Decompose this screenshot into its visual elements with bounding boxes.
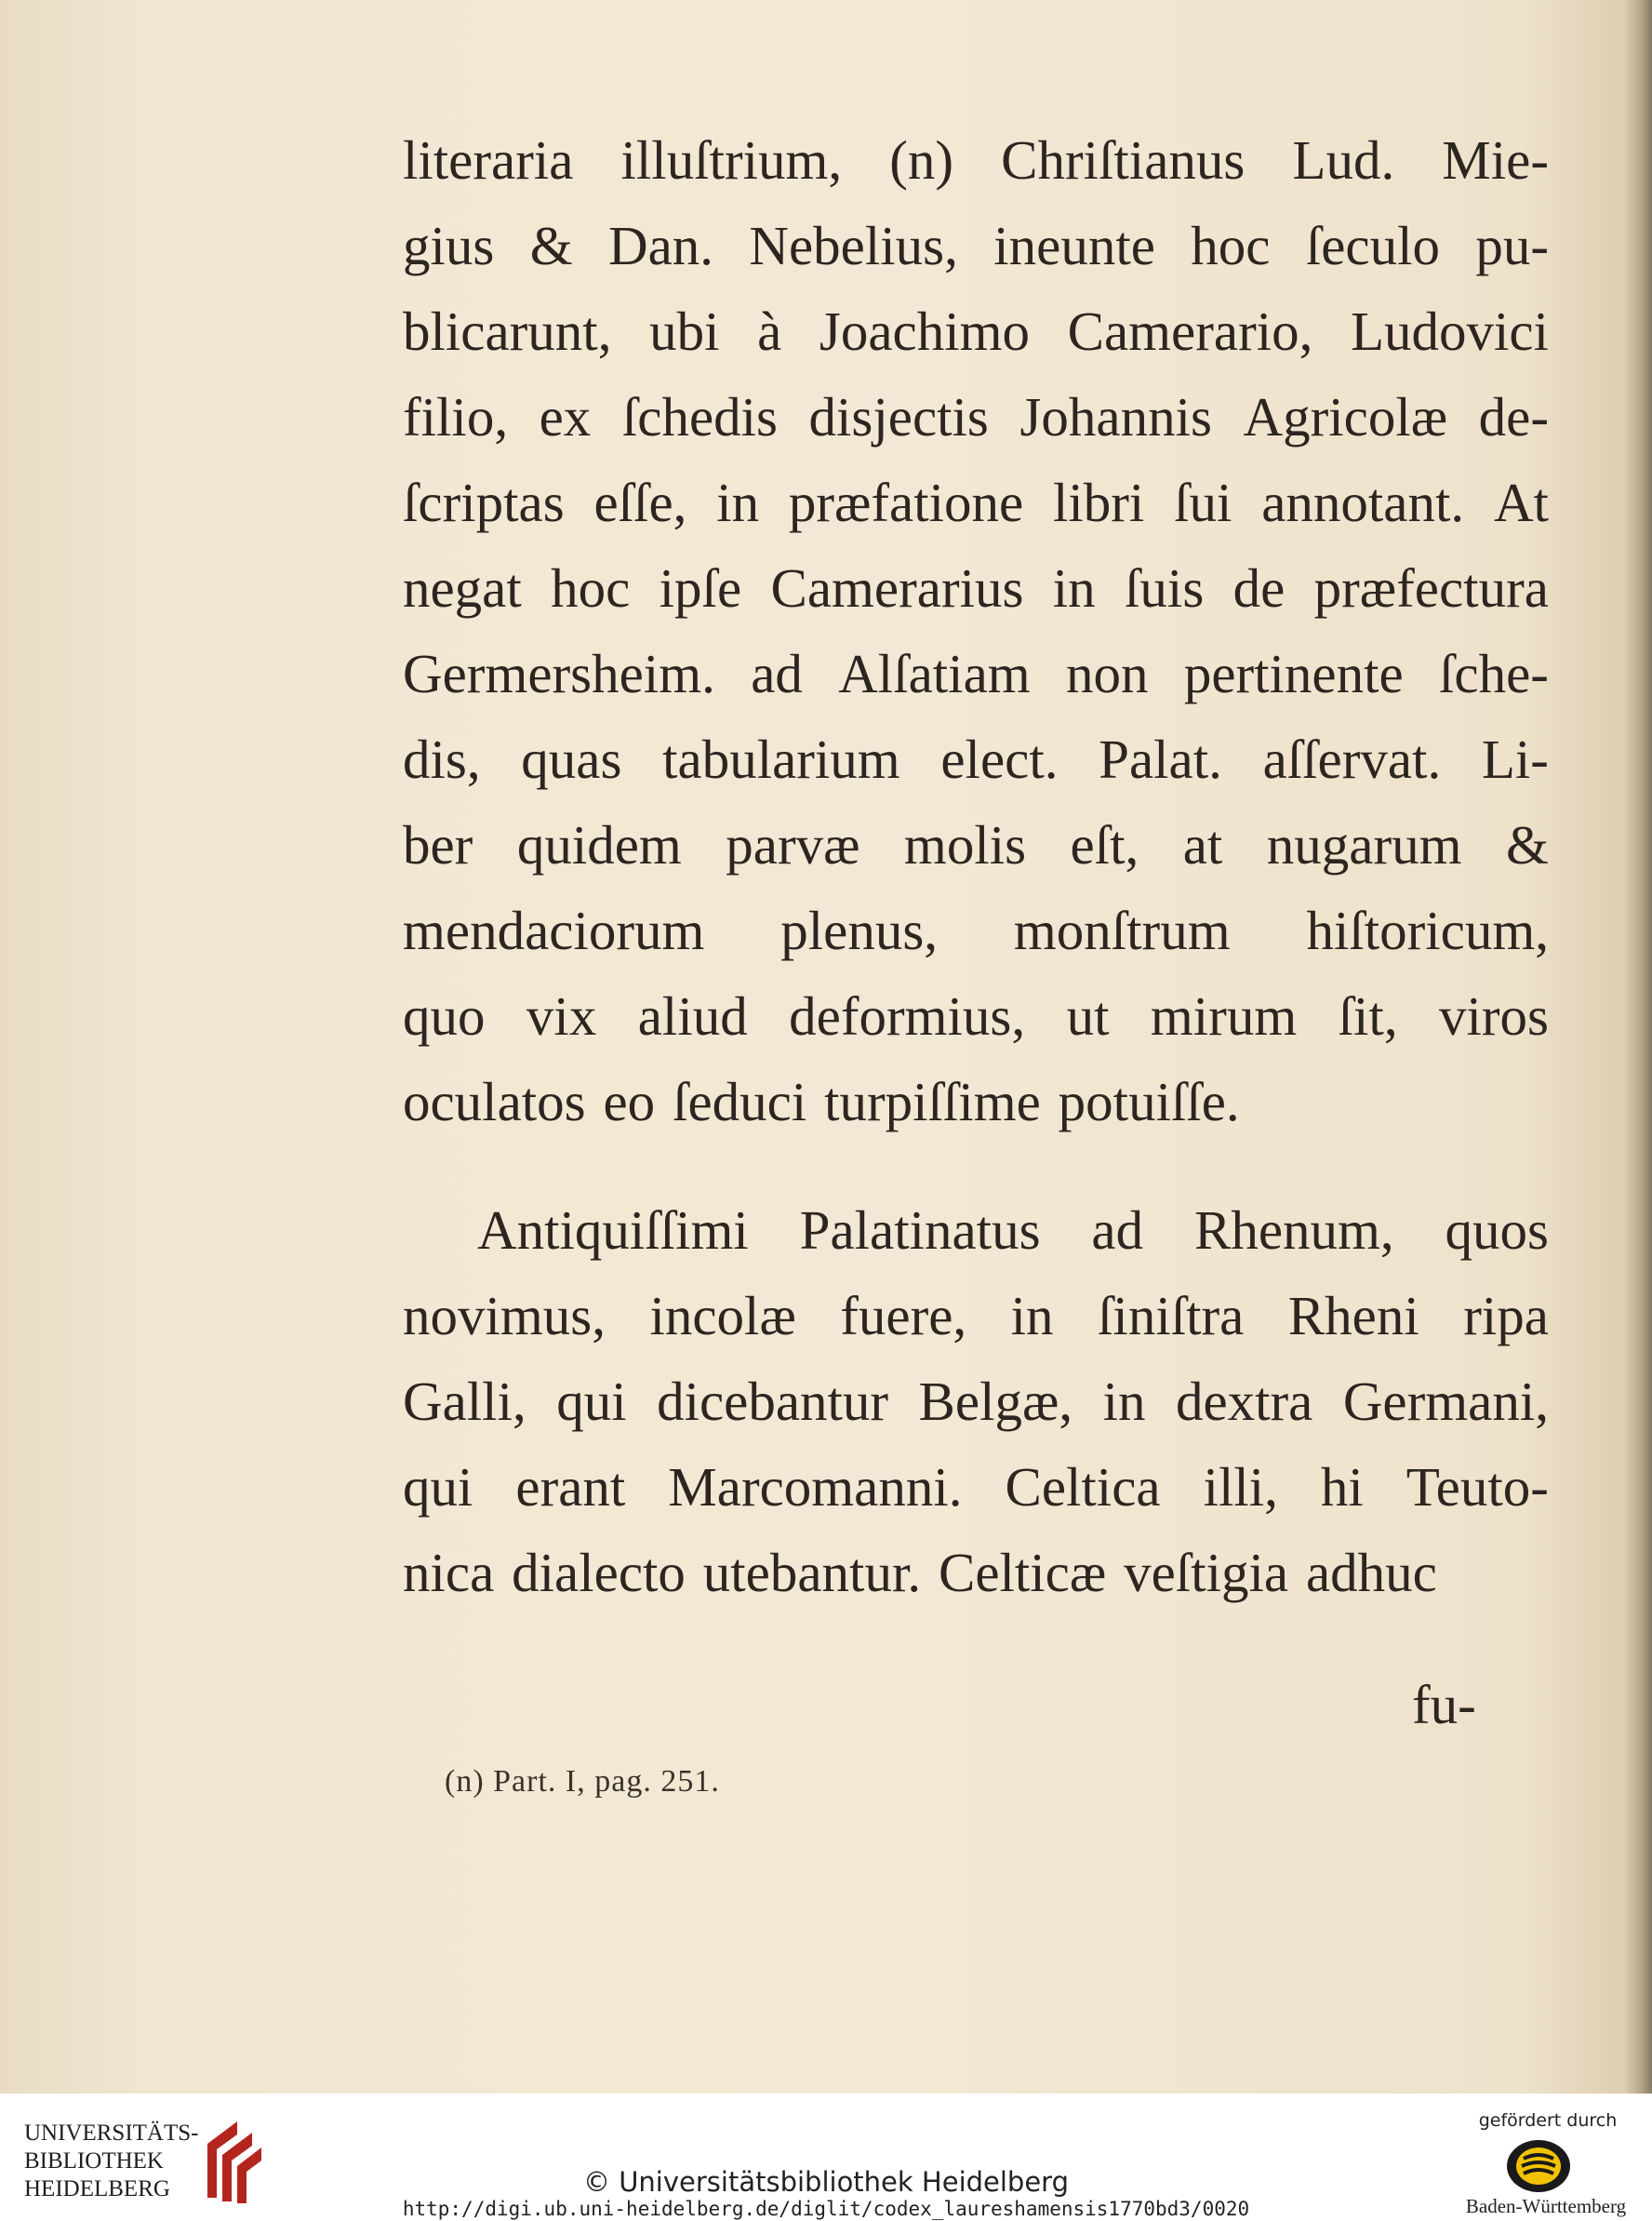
word: Palat.: [1099, 729, 1222, 790]
word: à: [757, 301, 782, 362]
text-line: [403, 802, 1549, 888]
text-line: [403, 203, 1549, 288]
word: quas: [521, 729, 622, 790]
word: Johannis: [1019, 386, 1212, 448]
word: ſeculo: [1305, 215, 1440, 276]
text-line: [403, 374, 1549, 460]
text-line: [403, 631, 1549, 716]
text-line: [403, 888, 1549, 973]
footer-bar: [0, 2094, 1652, 2221]
word: literaria: [403, 129, 574, 191]
word: ubi: [649, 301, 720, 362]
permalink-url[interactable]: http://digi.ub.uni-heidelberg.de/diglit/codex_laureshamensis1770bd3/0020: [402, 2198, 1250, 2220]
word: aſſervat.: [1262, 729, 1442, 790]
word: vix: [526, 985, 597, 1047]
library-name-line-1: UNIVERSITÄTS-: [24, 2121, 199, 2146]
word: Dan.: [607, 215, 714, 276]
word: hiſtoricum,: [1306, 900, 1549, 961]
word: pertinente: [1183, 643, 1404, 704]
word: qui: [556, 1371, 627, 1432]
word: parvæ: [726, 814, 860, 876]
text-line: [403, 716, 1549, 802]
body-text: [403, 117, 1549, 1615]
word: eſt,: [1070, 814, 1139, 876]
word: ſuis: [1125, 557, 1205, 619]
word: filio,: [403, 386, 509, 448]
library-name-line-2: BIBLIOTHEK: [24, 2148, 164, 2174]
word: Marcomanni.: [668, 1456, 963, 1518]
word: viros: [1439, 985, 1549, 1047]
baden-wuerttemberg-seal-icon[interactable]: [1499, 2136, 1578, 2196]
text-line: [403, 460, 1549, 545]
word: potuiſſe.: [1058, 1071, 1240, 1132]
text-line: [403, 545, 1549, 631]
footnote: (n) Part. I, pag. 251.: [445, 1764, 720, 1799]
word: Alſatiam: [838, 643, 1031, 704]
word: Chriſtianus: [1001, 129, 1246, 191]
word: quos: [1445, 1199, 1549, 1261]
word: dis,: [403, 729, 481, 790]
word: hoc: [1191, 215, 1271, 276]
word: illi,: [1203, 1456, 1278, 1518]
word: non: [1065, 643, 1149, 704]
word: Agricolæ: [1243, 386, 1448, 448]
word: Ludovici: [1350, 301, 1549, 362]
text-line: [403, 1273, 1549, 1358]
word: quo: [403, 985, 486, 1047]
word: dicebantur: [657, 1371, 889, 1432]
word: libri: [1053, 472, 1145, 533]
word: Germersheim.: [403, 643, 715, 704]
library-name-line-3: HEIDELBERG: [24, 2176, 170, 2201]
word: quidem: [516, 814, 682, 876]
word: ſche-: [1439, 643, 1549, 704]
catchword: fu-: [1412, 1674, 1476, 1735]
word: eo: [603, 1071, 656, 1132]
word: Nebelius,: [749, 215, 958, 276]
word: dextra: [1175, 1371, 1313, 1432]
word: qui: [403, 1456, 473, 1518]
word: nica: [403, 1542, 495, 1603]
text-line: [403, 1358, 1549, 1444]
word: blicarunt,: [403, 301, 612, 362]
word: ſcriptas: [403, 472, 565, 533]
word: ſchedis: [621, 386, 778, 448]
word: ber: [403, 814, 473, 876]
funder-name: Baden-Württemberg: [1465, 2195, 1627, 2217]
word: &: [529, 215, 573, 276]
text-line: [403, 288, 1549, 374]
word: ſit,: [1338, 985, 1398, 1047]
word: hoc: [551, 557, 631, 619]
word: molis: [903, 814, 1027, 876]
word: in: [1010, 1285, 1054, 1346]
word: mirum: [1150, 985, 1298, 1047]
word: in: [1052, 557, 1096, 619]
word: Germani,: [1342, 1371, 1549, 1432]
paragraph-1: [403, 117, 1549, 1144]
word: &: [1506, 814, 1549, 876]
funded-by-label: gefördert durch: [1478, 2110, 1618, 2131]
word: præfatione: [788, 472, 1024, 533]
text-line: [403, 1059, 1549, 1144]
word: ipſe: [659, 557, 742, 619]
word: in: [1102, 1371, 1146, 1432]
word: Lud.: [1292, 129, 1395, 191]
word: tabularium: [662, 729, 900, 790]
word: Camerario,: [1067, 301, 1313, 362]
word: Antiquiſſimi: [477, 1199, 749, 1261]
word: oculatos: [403, 1071, 586, 1132]
word: At: [1493, 472, 1549, 533]
word: dialecto: [512, 1542, 686, 1603]
word: erant: [515, 1456, 626, 1518]
word: illuſtrium,: [620, 129, 843, 191]
page-edge-shadow: [1624, 0, 1652, 2094]
word: pu-: [1475, 215, 1549, 276]
word: (n): [889, 129, 954, 191]
word: incolæ: [649, 1285, 796, 1346]
text-line: [403, 1530, 1549, 1615]
word: Palatinatus: [799, 1199, 1041, 1261]
word: Rhenum,: [1193, 1199, 1394, 1261]
word: ut: [1066, 985, 1110, 1047]
word: Teuto-: [1406, 1456, 1549, 1518]
word: plenus,: [780, 900, 939, 961]
word: novimus,: [403, 1285, 606, 1346]
word: Celtica: [1005, 1456, 1161, 1518]
word: hi: [1320, 1456, 1364, 1518]
word: deformius,: [789, 985, 1026, 1047]
word: Li-: [1481, 729, 1549, 790]
word: ineunte: [993, 215, 1155, 276]
paragraph-2: [403, 1187, 1549, 1615]
word: aliud: [637, 985, 748, 1047]
text-line: [403, 1444, 1549, 1530]
word: mendaciorum: [403, 900, 705, 961]
word: Camerarius: [770, 557, 1024, 619]
copyright-notice: © Universitätsbibliothek Heidelberg: [582, 2166, 1069, 2198]
word: Rheni: [1287, 1285, 1419, 1346]
word: annotant.: [1261, 472, 1465, 533]
text-line: [403, 973, 1549, 1059]
word: Galli,: [403, 1371, 526, 1432]
word: Mie-: [1442, 129, 1549, 191]
word: adhuc: [1305, 1542, 1437, 1603]
word: in: [716, 472, 760, 533]
word: fuere,: [840, 1285, 967, 1346]
word: præfectura: [1313, 557, 1549, 619]
word: nugarum: [1266, 814, 1462, 876]
text-line: [403, 117, 1549, 203]
word: negat: [403, 557, 522, 619]
word: gius: [403, 215, 495, 276]
word: Belgæ,: [918, 1371, 1073, 1432]
word: turpiſſime: [824, 1071, 1041, 1132]
word: eſſe,: [593, 472, 687, 533]
word: ſui: [1174, 472, 1232, 533]
word: ſiniſtra: [1098, 1285, 1245, 1346]
word: ad: [1091, 1199, 1144, 1261]
word: de: [1232, 557, 1286, 619]
word: monſtrum: [1013, 900, 1231, 961]
word: utebantur.: [702, 1542, 922, 1603]
word: de-: [1478, 386, 1549, 448]
word: at: [1182, 814, 1223, 876]
word: ſeduci: [673, 1071, 807, 1132]
word: ad: [751, 643, 803, 704]
word: ex: [539, 386, 592, 448]
word: veſtigia: [1124, 1542, 1289, 1603]
word: disjectis: [808, 386, 989, 448]
word: elect.: [940, 729, 1059, 790]
word: Celticæ: [938, 1542, 1107, 1603]
word: Joachimo: [819, 301, 1030, 362]
text-line: [403, 1187, 1549, 1273]
word: ripa: [1463, 1285, 1549, 1346]
